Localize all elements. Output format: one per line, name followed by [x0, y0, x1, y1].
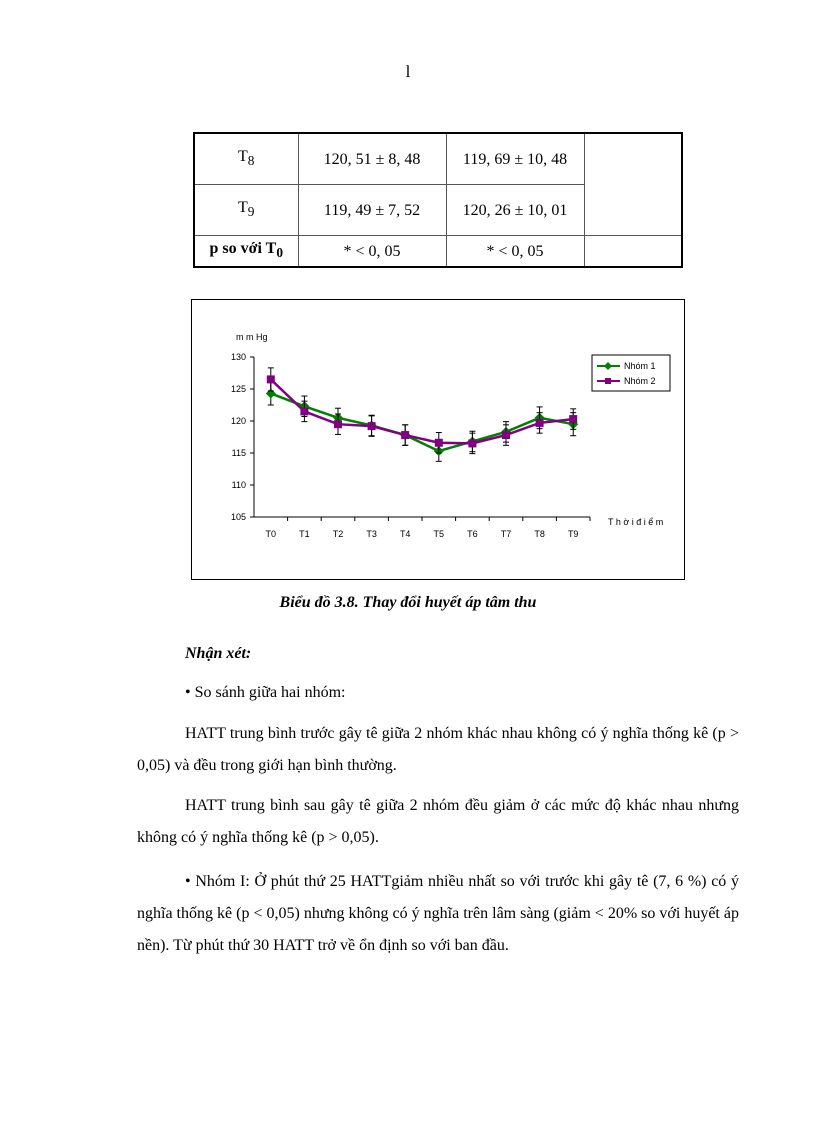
legend-label: Nhóm 1: [624, 361, 656, 371]
chart-svg: [192, 300, 684, 579]
row-label: $T_9$: [194, 185, 298, 236]
chart-caption: Biểu đồ 3.8. Thay đổi huyết áp tâm thu: [279, 594, 537, 611]
series-line-1: [271, 393, 573, 451]
legend-label: Nhóm 2: [624, 376, 656, 386]
bullet-compare: • So sánh giữa hai nhóm:: [185, 684, 346, 701]
group2-value: 119, 69 ± 10, 48: [446, 133, 584, 185]
group1-p: * < 0, 05: [298, 236, 446, 268]
p-value-row: [194, 236, 682, 268]
x-tick-label: T7: [500, 529, 512, 539]
y-tick-label: 120: [230, 416, 246, 426]
data-point-nhom2: [536, 419, 544, 427]
row-label: $T_8$: [194, 133, 298, 185]
y-tick-label: 105: [230, 512, 246, 522]
x-tick-label: T4: [399, 529, 411, 539]
data-point-nhom2: [401, 431, 409, 439]
data-point-nhom2: [468, 439, 476, 447]
group1-value: 119, 49 ± 7, 52: [298, 185, 446, 236]
sbp-chart: [191, 299, 685, 580]
x-tick-label: T3: [366, 529, 377, 539]
data-point-nhom2: [334, 420, 342, 428]
paragraph-1: HATT trung bình trước gây tê giữa 2 nhóm khác nhau không có ý nghĩa thống kê (p > 0,05) và đều trong giới hạn bình thường.: [137, 725, 739, 774]
empty-cell: [584, 133, 682, 236]
y-axis-label: m m Hg: [236, 332, 268, 342]
x-tick-label: T9: [567, 529, 579, 539]
empty-cell: [584, 236, 682, 268]
x-tick-label: T2: [332, 529, 344, 539]
x-axis-label: T h ờ i đ i ể m: [608, 517, 664, 527]
remark-title: Nhận xét:: [185, 645, 252, 662]
paragraph-2: HATT trung bình sau gây tê giữa 2 nhóm đều giảm ở các mức độ khác nhau nhưng không có ý nghĩa thống kê (p > 0,05).: [137, 797, 739, 846]
data-point-nhom2: [569, 415, 577, 423]
x-tick-label: T6: [467, 529, 478, 539]
group2-value: 120, 26 ± 10, 01: [446, 185, 584, 236]
table-row: [194, 133, 682, 185]
y-tick-label: 115: [231, 448, 246, 458]
y-tick-label: 125: [230, 384, 246, 394]
data-point-nhom2: [300, 407, 308, 415]
x-tick-label: T0: [265, 529, 277, 539]
data-point-nhom2: [435, 439, 443, 447]
group2-p: * < 0, 05: [446, 236, 584, 268]
blood-pressure-table: [193, 132, 683, 268]
y-tick-label: 110: [231, 480, 246, 490]
x-tick-label: T1: [299, 529, 310, 539]
data-point-nhom2: [502, 431, 510, 439]
p-row-label: p so với $T_0$: [194, 236, 298, 268]
page-number: l: [405, 62, 411, 81]
data-point-nhom2: [368, 422, 376, 430]
x-tick-label: T5: [433, 529, 445, 539]
legend-marker: [605, 378, 611, 384]
y-tick-label: 130: [230, 352, 246, 362]
x-tick-label: T8: [534, 529, 545, 539]
paragraph-3: • Nhóm I: Ở phút thứ 25 HATTgiảm nhiều nhất so với trước khi gây tê (7, 6 %) có ý nghĩa thống kê (p < 0,05) nhưng không có ý nghĩa trên lâm sàng (giảm < 20% so với huyết áp nền). Từ phút thứ 30 HATT trở về ổn định so với ban đầu.: [137, 873, 739, 954]
data-point-nhom2: [267, 375, 275, 383]
group1-value: 120, 51 ± 8, 48: [298, 133, 446, 185]
